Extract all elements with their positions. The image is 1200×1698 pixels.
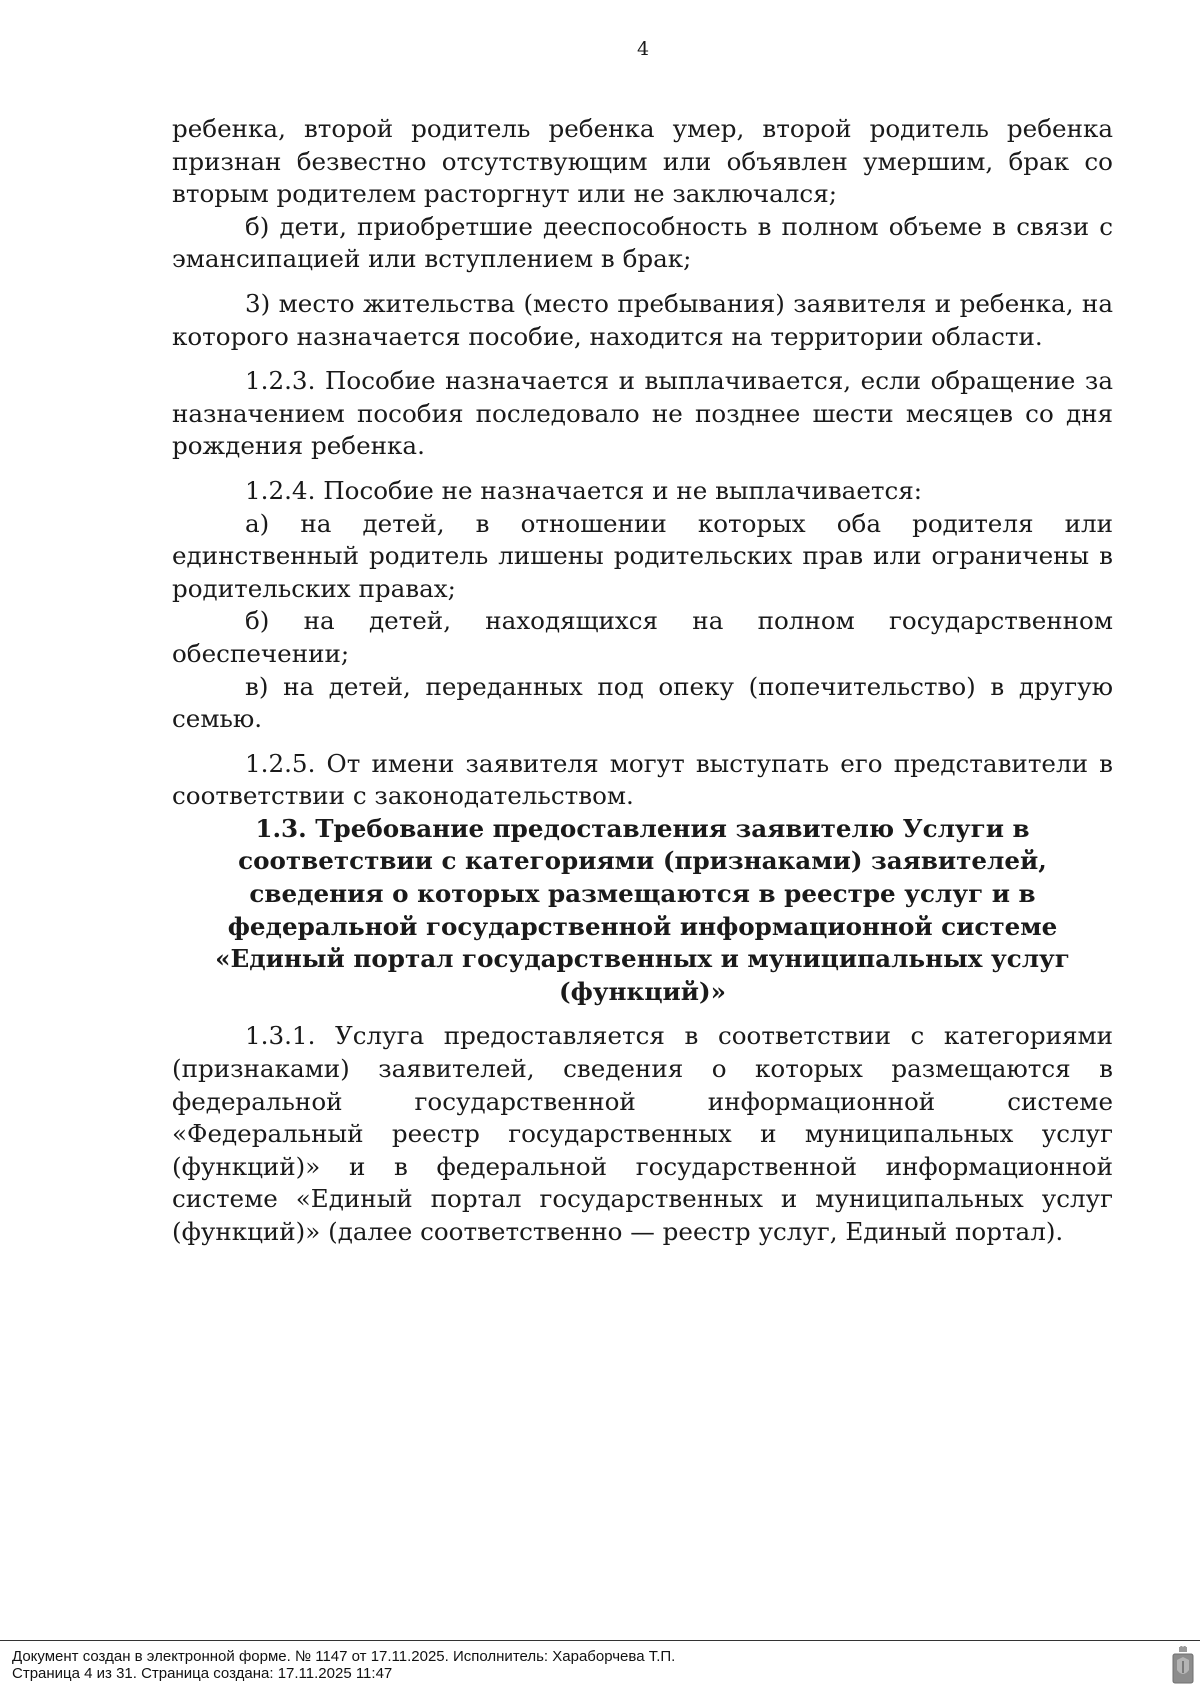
paragraph: 1.2.3. Пособие назначается и выплачивается, если обращение за назначением пособия последовало не позднее шести месяцев со дня рождения ребенка.: [172, 366, 1113, 461]
footer-divider: [0, 1640, 1200, 1641]
coat-of-arms-icon: [1172, 1646, 1194, 1684]
paragraph: 1.2.5. От имени заявителя могут выступать его представители в соответствии с законодательством.: [172, 748, 1113, 811]
paragraph: 1.2.4. Пособие не назначается и не выплачивается:: [245, 475, 923, 505]
footer: [12, 1648, 675, 1682]
paragraph: в) на детей, переданных под опеку (попечительство) в другую семью.: [172, 671, 1113, 734]
paragraph: б) на детей, находящихся на полном государственном обеспечении;: [172, 606, 1113, 668]
page-number: 4: [636, 38, 650, 60]
paragraph: б) дети, приобретшие дееспособность в полном объеме в связи с эмансипацией или вступлением в брак;: [172, 211, 1113, 274]
paragraph: а) на детей, в отношении которых оба родителя или единственный родитель лишены родительских прав или ограничены в родительских правах;: [172, 508, 1113, 603]
footer-line-document: Документ создан в электронной форме. № 1147 от 17.11.2025. Исполнитель: Хараборчева Т.П.: [12, 1648, 676, 1665]
section-heading: 1.3. Требование предоставления заявителю Услуги в соответствии с категориями (признаками) заявителей, сведения о которых размещаются в реестре услуг и в федеральной государственной информационной системе «Единый портал государственных и муниципальных услуг (функций)»: [215, 813, 1070, 1006]
document-body: [172, 113, 1113, 1249]
footer-line-page: Страница 4 из 31. Страница создана: 17.11.2025 11:47: [12, 1665, 393, 1682]
paragraph: 1.3.1. Услуга предоставляется в соответствии с категориями (признаками) заявителей, сведения о которых размещаются в федеральной государственной информационной системе «Федеральный реестр государственных и муниципальных услуг (функций)» и в федеральной государственной информационной системе «Единый портал государственных и муниципальных услуг (функций)» (далее соответственно — реестр услуг, Единый портал).: [172, 1021, 1113, 1246]
paragraph: 3) место жительства (место пребывания) заявителя и ребенка, на которого назначается пособие, находится на территории области.: [172, 288, 1113, 351]
paragraph: ребенка, второй родитель ребенка умер, второй родитель ребенка признан безвестно отсутствующим или объявлен умершим, брак со вторым родителем расторгнут или не заключался;: [172, 114, 1113, 209]
